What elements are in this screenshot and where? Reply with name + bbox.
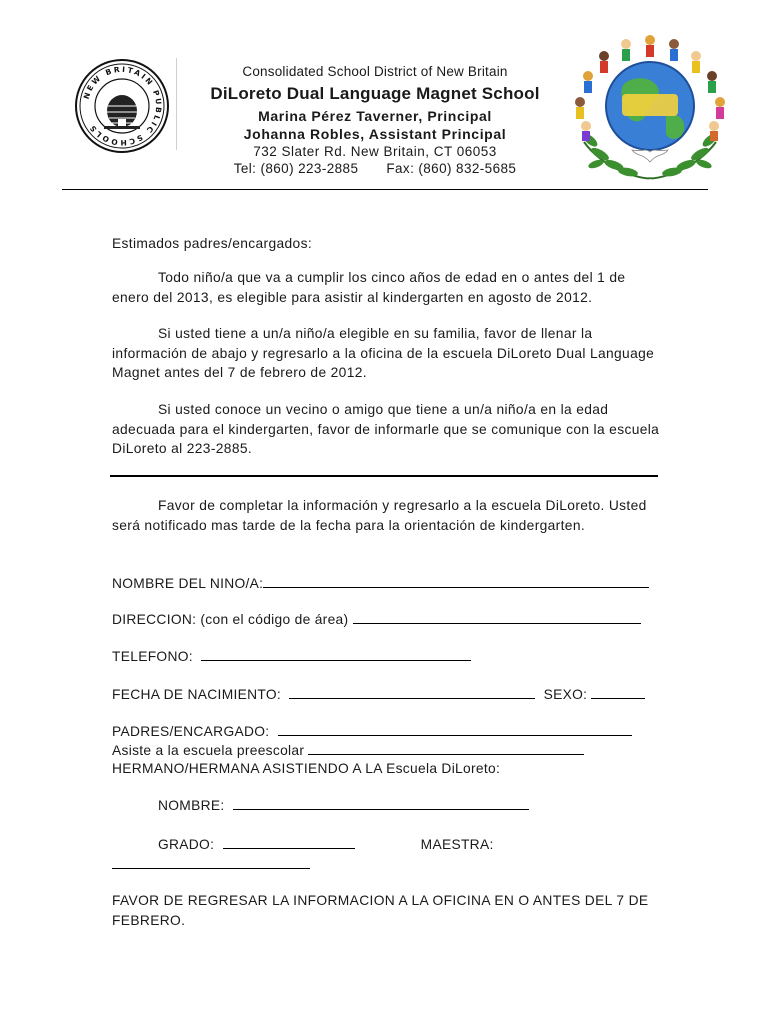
closing-notice: FAVOR DE REGRESAR LA INFORMACION A LA OFICINA EN O ANTES DEL 7 DE FEBRERO. [112, 893, 649, 928]
dove-icon [632, 150, 668, 162]
section-divider [110, 475, 658, 477]
child-name-field [112, 575, 649, 591]
parents-field [112, 723, 632, 739]
svg-text:NEW BRITAIN PUBLIC SCHOOLS: NEW BRITAIN PUBLIC SCHOOLS [81, 64, 164, 148]
form-intro: Favor de completar la información y regresarlo a la escuela DiLoreto. Usted será notificado mas tarde de la fecha para la orientación de kindergarten. [112, 498, 647, 533]
parents-blank[interactable] [278, 723, 632, 736]
siblings-heading: HERMANO/HERMANA ASISTIENDO A LA Escuela DiLoreto: [112, 761, 501, 776]
contact-line [190, 161, 560, 176]
phone-label: TELEFONO: [112, 649, 193, 664]
sibling-name-label: NOMBRE: [158, 798, 225, 813]
school-emblem-logo [566, 22, 734, 184]
greeting: Estimados padres/encargados: [112, 236, 312, 251]
paragraph-eligibility: Todo niño/a que va a cumplir los cinco años de edad en o antes del 1 de enero del 2013, es elegible para asistir al kindergarten en agosto de 2012. [112, 270, 626, 305]
preschool-label: Asiste a la escuela preescolar [112, 743, 305, 758]
paragraph-referral: Si usted conoce un vecino o amigo que tiene a un/a niño/a en la edad adecuada para el kindergarten, favor de informarle que se comunique con la escuela DiLoreto al 223-2885. [112, 402, 660, 456]
address-blank[interactable] [353, 611, 641, 624]
address-label: DIRECCION: (con el código de área) [112, 612, 349, 627]
parents-label: PADRES/ENCARGADO: [112, 724, 270, 739]
child-name-label: NOMBRE DEL NINO/A: [112, 576, 264, 591]
sex-blank[interactable] [591, 686, 645, 699]
address-field [112, 611, 641, 627]
preschool-field [112, 742, 584, 758]
sibling-grade-field [158, 836, 494, 852]
telephone-number: Tel: (860) 223-2885 [233, 161, 359, 176]
birthdate-blank[interactable] [289, 686, 535, 699]
phone-field [112, 648, 471, 664]
sibling-teacher-label: MAESTRA: [420, 837, 494, 852]
beehive-icon [104, 95, 140, 129]
school-name: DiLoreto Dual Language Magnet School [210, 84, 540, 103]
sibling-teacher-blank[interactable] [112, 856, 310, 869]
preschool-blank[interactable] [308, 742, 584, 755]
sibling-grade-blank[interactable] [223, 836, 355, 849]
sibling-name-blank[interactable] [233, 797, 529, 810]
school-address: 732 Slater Rd. New Britain, CT 06053 [253, 144, 497, 159]
sibling-name-field [158, 797, 529, 813]
globe-icon [606, 62, 694, 150]
paragraph-instructions: Si usted tiene a un/a niño/a elegible en su familia, favor de llenar la información de abajo y regresarlo a la oficina de la escuela DiLoreto Dual Language Magnet antes del 7 de febrero de 2012. [112, 326, 655, 380]
sibling-teacher-field [112, 856, 310, 872]
sibling-grade-label: GRADO: [158, 837, 215, 852]
child-name-blank[interactable] [263, 575, 649, 588]
birthdate-label: FECHA DE NACIMIENTO: [112, 687, 282, 702]
new-britain-public-schools-seal [74, 58, 170, 154]
birthdate-field [112, 686, 645, 702]
letterhead [190, 64, 560, 176]
seal-divider [176, 58, 177, 150]
header-rule [62, 189, 708, 190]
principal-name: Marina Pérez Taverner, Principal [258, 108, 492, 124]
assistant-principal-name: Johanna Robles, Assistant Principal [243, 126, 507, 142]
sex-label: SEXO: [543, 687, 588, 702]
district-name: Consolidated School District of New Britain [242, 64, 508, 79]
phone-blank[interactable] [201, 648, 471, 661]
fax-number: Fax: (860) 832-5685 [386, 161, 517, 176]
